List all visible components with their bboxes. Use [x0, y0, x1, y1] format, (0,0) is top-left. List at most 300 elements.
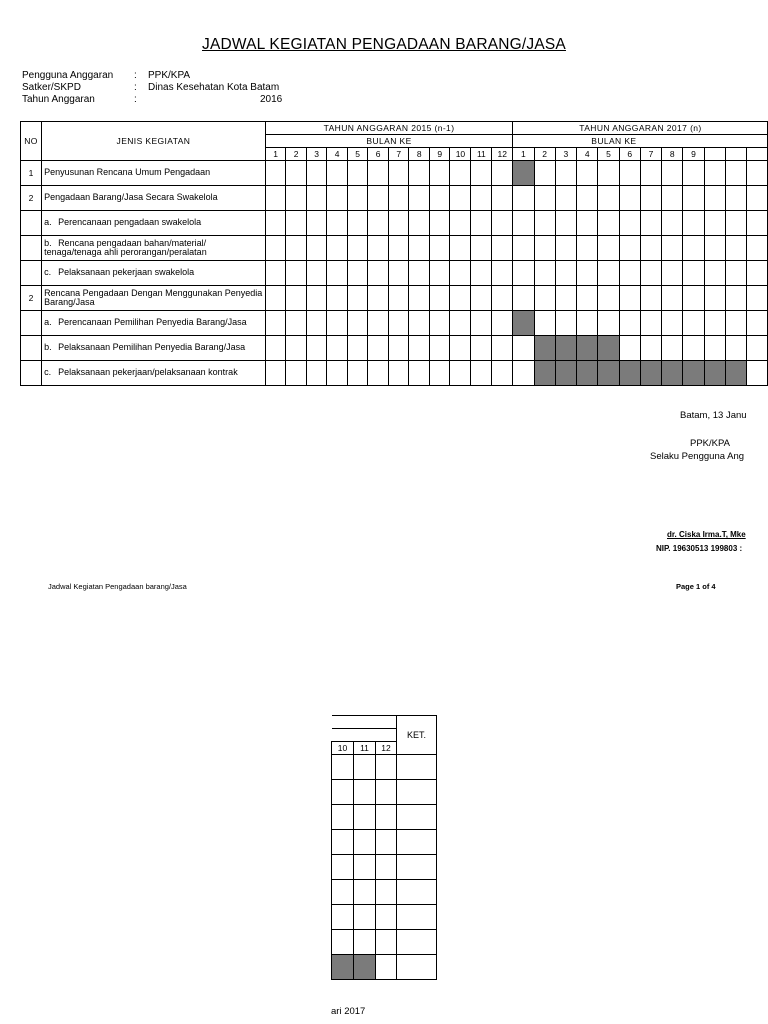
month-cell-2017 [354, 830, 376, 855]
month-cell-2015 [286, 211, 307, 236]
table-row [332, 880, 437, 905]
month-cell-2015 [347, 211, 368, 236]
month-cell-2017 [619, 186, 640, 211]
month-cell-2017 [534, 336, 555, 361]
month-cell-2017 [704, 286, 725, 311]
month-cell-2017 [640, 261, 661, 286]
month-cell-2017 [376, 855, 397, 880]
month-cell-2017 [746, 336, 767, 361]
month-cell-2017 [376, 955, 397, 980]
month-cell-2015 [347, 336, 368, 361]
month-cell-2015 [388, 211, 409, 236]
row-activity-text: Pelaksanaan pekerjaan/pelaksanaan kontrak [58, 367, 238, 378]
month-cell-2015 [265, 261, 286, 286]
row-activity-text: Pengadaan Barang/Jasa Secara Swakelola [44, 192, 218, 203]
month-number: 3 [555, 148, 576, 161]
month-cell-2015 [429, 236, 450, 261]
month-cell-2015 [347, 361, 368, 386]
row-number: 2 [21, 186, 42, 211]
month-number: 10 [450, 148, 471, 161]
month-cell-2015 [429, 286, 450, 311]
month-cell-2017 [704, 186, 725, 211]
month-cell-2017 [598, 311, 619, 336]
month-cell-2015 [347, 186, 368, 211]
month-cell-2017 [332, 780, 354, 805]
row-sub-label: a. [44, 317, 52, 328]
month-cell-2017 [376, 780, 397, 805]
header-bulan-ke: BULAN KE [513, 135, 768, 148]
month-cell-2017 [704, 311, 725, 336]
month-cell-2017 [746, 161, 767, 186]
month-cell-2015 [388, 311, 409, 336]
row-activity-text: Rencana Pengadaan Dengan Menggunakan Penyedia Barang/Jasa [44, 287, 263, 307]
month-number [704, 148, 725, 161]
month-cell-2017 [619, 261, 640, 286]
month-cell-2017 [555, 286, 576, 311]
table-row [332, 780, 437, 805]
month-cell-2017 [513, 361, 534, 386]
month-cell-2017 [332, 955, 354, 980]
row-number [21, 261, 42, 286]
month-cell-2017 [513, 286, 534, 311]
month-number: 9 [683, 148, 704, 161]
month-cell-2017 [683, 361, 704, 386]
month-cell-2017 [577, 186, 598, 211]
month-cell-2017 [598, 211, 619, 236]
month-cell-2015 [450, 336, 471, 361]
month-cell-2017 [534, 211, 555, 236]
month-cell-2017 [598, 186, 619, 211]
page2-date-fragment: ari 2017 [331, 1006, 366, 1017]
month-number: 2 [286, 148, 307, 161]
month-number: 12 [492, 148, 513, 161]
month-cell-2017 [725, 186, 746, 211]
signature-place-date: Batam, 13 Janu [680, 410, 747, 421]
signature-name: dr. Ciska Irma.T, Mke [667, 530, 746, 539]
row-number [21, 236, 42, 261]
table-row [332, 755, 437, 780]
month-cell-2015 [409, 186, 430, 211]
month-cell-2015 [388, 361, 409, 386]
info-label-satker: Satker/SKPD [22, 82, 81, 93]
month-number: 4 [327, 148, 348, 161]
info-block [22, 70, 292, 110]
month-cell-2017 [513, 311, 534, 336]
month-cell-2015 [471, 361, 492, 386]
month-cell-2015 [347, 311, 368, 336]
header-year-2017: TAHUN ANGGARAN 2017 (n) [513, 122, 768, 135]
table-row [21, 286, 768, 311]
month-cell-2015 [471, 211, 492, 236]
info-sep: : [134, 82, 137, 93]
month-cell-2015 [409, 161, 430, 186]
month-cell-2017 [376, 805, 397, 830]
month-cell-2017 [725, 311, 746, 336]
row-number [21, 211, 42, 236]
month-cell-2017 [683, 286, 704, 311]
row-number: 1 [21, 161, 42, 186]
month-cell-2015 [388, 286, 409, 311]
month-cell-2017 [725, 336, 746, 361]
month-cell-2015 [265, 286, 286, 311]
month-cell-2017 [332, 830, 354, 855]
row-activity [42, 336, 266, 361]
ket-cell [397, 755, 437, 780]
month-cell-2017 [704, 236, 725, 261]
month-cell-2015 [388, 236, 409, 261]
month-cell-2017 [376, 755, 397, 780]
table-row [21, 336, 768, 361]
month-cell-2015 [492, 286, 513, 311]
row-activity [42, 236, 266, 261]
month-cell-2015 [327, 236, 348, 261]
month-cell-2017 [376, 930, 397, 955]
header-no: NO [21, 122, 42, 161]
month-cell-2017 [704, 261, 725, 286]
month-cell-2015 [327, 286, 348, 311]
month-cell-2017 [662, 286, 683, 311]
month-cell-2017 [332, 855, 354, 880]
ket-cell [397, 780, 437, 805]
month-cell-2017 [354, 780, 376, 805]
row-activity-text: Penyusunan Rencana Umum Pengadaan [44, 167, 211, 178]
month-cell-2015 [306, 161, 327, 186]
signature-nip: NIP. 19630513 199803 : [656, 544, 743, 553]
month-cell-2015 [492, 186, 513, 211]
month-cell-2017 [704, 161, 725, 186]
month-cell-2017 [746, 186, 767, 211]
table-row [332, 955, 437, 980]
row-number [21, 311, 42, 336]
month-cell-2015 [286, 361, 307, 386]
month-cell-2015 [368, 311, 389, 336]
month-cell-2017 [513, 236, 534, 261]
month-number [725, 148, 746, 161]
month-cell-2017 [662, 161, 683, 186]
month-cell-2015 [368, 186, 389, 211]
month-cell-2015 [388, 261, 409, 286]
month-cell-2015 [471, 336, 492, 361]
row-activity [42, 261, 266, 286]
month-cell-2017 [354, 955, 376, 980]
month-cell-2017 [640, 186, 661, 211]
month-cell-2017 [577, 211, 598, 236]
row-sub-label: c. [44, 367, 52, 378]
month-cell-2017 [598, 286, 619, 311]
month-cell-2015 [327, 261, 348, 286]
month-cell-2015 [368, 261, 389, 286]
table-row [332, 830, 437, 855]
month-cell-2017 [683, 161, 704, 186]
row-activity-text: Perencanaan pengadaan swakelola [58, 217, 202, 228]
month-cell-2017 [555, 311, 576, 336]
month-cell-2015 [265, 211, 286, 236]
month-cell-2017 [683, 236, 704, 261]
month-cell-2017 [376, 905, 397, 930]
month-cell-2015 [327, 161, 348, 186]
month-cell-2015 [347, 161, 368, 186]
month-cell-2017 [683, 211, 704, 236]
row-number [21, 361, 42, 386]
month-cell-2017 [577, 311, 598, 336]
row-activity [42, 186, 266, 211]
month-cell-2015 [429, 211, 450, 236]
month-cell-2015 [368, 361, 389, 386]
row-activity-text: Perencanaan Pemilihan Penyedia Barang/Jasa [58, 317, 247, 328]
month-cell-2017 [683, 186, 704, 211]
month-cell-2017 [354, 880, 376, 905]
ket-cell [397, 905, 437, 930]
month-cell-2015 [388, 336, 409, 361]
month-number: 12 [376, 742, 397, 755]
month-cell-2017 [619, 311, 640, 336]
month-cell-2015 [286, 161, 307, 186]
month-cell-2015 [429, 261, 450, 286]
month-cell-2017 [683, 261, 704, 286]
month-cell-2017 [725, 361, 746, 386]
p2-header-bulan [332, 729, 397, 742]
month-cell-2015 [306, 186, 327, 211]
month-cell-2015 [450, 161, 471, 186]
month-cell-2015 [450, 311, 471, 336]
month-cell-2017 [577, 261, 598, 286]
month-cell-2015 [286, 236, 307, 261]
month-cell-2017 [332, 880, 354, 905]
ket-cell [397, 855, 437, 880]
month-number: 11 [354, 742, 376, 755]
info-sep: : [134, 94, 137, 105]
month-cell-2017 [577, 161, 598, 186]
signature-role: PPK/KPA [690, 438, 730, 449]
month-cell-2017 [534, 186, 555, 211]
month-cell-2015 [327, 311, 348, 336]
month-cell-2017 [619, 161, 640, 186]
month-cell-2015 [471, 311, 492, 336]
month-cell-2017 [555, 261, 576, 286]
month-cell-2017 [725, 211, 746, 236]
month-cell-2015 [265, 236, 286, 261]
schedule-table-wrapper [20, 121, 768, 401]
month-cell-2015 [286, 286, 307, 311]
month-cell-2017 [683, 311, 704, 336]
month-cell-2017 [640, 336, 661, 361]
month-cell-2015 [492, 211, 513, 236]
month-cell-2015 [347, 236, 368, 261]
month-cell-2017 [598, 261, 619, 286]
month-cell-2017 [704, 336, 725, 361]
month-cell-2015 [429, 361, 450, 386]
month-cell-2017 [555, 161, 576, 186]
month-number: 10 [332, 742, 354, 755]
month-cell-2015 [471, 186, 492, 211]
month-cell-2015 [265, 311, 286, 336]
month-cell-2015 [306, 211, 327, 236]
month-cell-2017 [598, 336, 619, 361]
month-cell-2017 [534, 161, 555, 186]
info-value-pengguna: PPK/KPA [148, 70, 191, 81]
page2-table-wrapper [331, 715, 437, 995]
month-cell-2017 [513, 211, 534, 236]
schedule-table [20, 121, 768, 386]
row-activity [42, 161, 266, 186]
header-ket: KET. [397, 716, 437, 755]
month-cell-2017 [640, 286, 661, 311]
month-cell-2017 [354, 755, 376, 780]
month-cell-2017 [354, 930, 376, 955]
info-label-pengguna: Pengguna Anggaran [22, 70, 114, 81]
month-cell-2017 [640, 311, 661, 336]
row-activity-text: Rencana pengadaan bahan/material/ tenaga/tenaga ahli perorangan/peralatan [44, 237, 207, 257]
page2-table [331, 715, 437, 980]
month-cell-2017 [354, 805, 376, 830]
month-cell-2017 [662, 361, 683, 386]
month-cell-2015 [450, 261, 471, 286]
month-cell-2015 [450, 286, 471, 311]
month-number: 5 [598, 148, 619, 161]
month-cell-2017 [354, 855, 376, 880]
month-cell-2015 [388, 161, 409, 186]
month-cell-2017 [534, 236, 555, 261]
month-number: 5 [347, 148, 368, 161]
month-cell-2015 [347, 286, 368, 311]
month-cell-2017 [513, 161, 534, 186]
month-cell-2017 [662, 186, 683, 211]
page-title: JADWAL KEGIATAN PENGADAAN BARANG/JASA [202, 36, 566, 53]
month-cell-2017 [662, 336, 683, 361]
row-activity [42, 211, 266, 236]
month-cell-2017 [640, 361, 661, 386]
month-cell-2017 [513, 186, 534, 211]
month-number: 2 [534, 148, 555, 161]
month-cell-2015 [429, 161, 450, 186]
month-cell-2017 [746, 311, 767, 336]
row-activity [42, 311, 266, 336]
month-cell-2017 [619, 211, 640, 236]
row-activity [42, 286, 266, 311]
month-number [746, 148, 767, 161]
month-cell-2017 [746, 361, 767, 386]
month-cell-2017 [577, 236, 598, 261]
month-cell-2015 [492, 261, 513, 286]
row-sub-label: c. [44, 267, 52, 278]
row-sub-label: a. [44, 217, 52, 228]
month-cell-2017 [513, 261, 534, 286]
row-sub-label: b. [44, 237, 52, 248]
row-activity-text: Pelaksanaan Pemilihan Penyedia Barang/Jasa [58, 342, 246, 353]
info-sep: : [134, 70, 137, 81]
month-cell-2017 [332, 805, 354, 830]
row-activity-text: Pelaksanaan pekerjaan swakelola [58, 267, 195, 278]
month-cell-2017 [555, 336, 576, 361]
month-cell-2015 [492, 236, 513, 261]
row-sub-label: b. [44, 342, 52, 353]
month-cell-2017 [640, 211, 661, 236]
month-cell-2015 [265, 161, 286, 186]
month-cell-2015 [409, 336, 430, 361]
month-number: 6 [368, 148, 389, 161]
month-cell-2017 [376, 830, 397, 855]
month-cell-2017 [354, 905, 376, 930]
month-cell-2017 [619, 336, 640, 361]
month-cell-2017 [662, 261, 683, 286]
month-number: 7 [640, 148, 661, 161]
table-row [21, 311, 768, 336]
month-number: 11 [471, 148, 492, 161]
month-cell-2015 [306, 361, 327, 386]
month-cell-2015 [388, 186, 409, 211]
month-cell-2015 [450, 186, 471, 211]
month-cell-2015 [368, 211, 389, 236]
month-cell-2017 [555, 236, 576, 261]
month-cell-2017 [725, 236, 746, 261]
month-cell-2017 [376, 880, 397, 905]
month-number: 1 [513, 148, 534, 161]
month-cell-2017 [534, 361, 555, 386]
month-cell-2015 [327, 186, 348, 211]
table-row [332, 805, 437, 830]
month-number: 6 [619, 148, 640, 161]
month-cell-2015 [306, 261, 327, 286]
month-cell-2017 [662, 311, 683, 336]
month-cell-2017 [640, 161, 661, 186]
month-cell-2017 [598, 161, 619, 186]
month-cell-2017 [598, 361, 619, 386]
info-value-tahun: 2016 [260, 94, 283, 105]
month-cell-2015 [471, 286, 492, 311]
month-cell-2017 [683, 336, 704, 361]
month-number: 8 [409, 148, 430, 161]
month-cell-2017 [640, 236, 661, 261]
table-row [21, 261, 768, 286]
table-row [332, 905, 437, 930]
table-row [21, 236, 768, 261]
month-cell-2017 [746, 211, 767, 236]
month-cell-2017 [555, 211, 576, 236]
month-cell-2015 [409, 236, 430, 261]
table-row [21, 211, 768, 236]
p2-header-year [332, 716, 397, 729]
table-row [21, 186, 768, 211]
month-cell-2017 [704, 361, 725, 386]
month-cell-2015 [327, 336, 348, 361]
ket-cell [397, 880, 437, 905]
month-cell-2017 [513, 336, 534, 361]
month-cell-2017 [534, 261, 555, 286]
month-cell-2015 [286, 186, 307, 211]
month-cell-2015 [306, 286, 327, 311]
month-cell-2015 [368, 236, 389, 261]
table-row [332, 855, 437, 880]
month-number: 9 [429, 148, 450, 161]
month-cell-2015 [471, 236, 492, 261]
month-cell-2017 [619, 236, 640, 261]
month-cell-2017 [332, 755, 354, 780]
month-cell-2015 [492, 311, 513, 336]
month-number: 7 [388, 148, 409, 161]
month-number: 3 [306, 148, 327, 161]
month-cell-2017 [534, 311, 555, 336]
table-row [21, 161, 768, 186]
month-cell-2015 [286, 311, 307, 336]
month-cell-2015 [368, 336, 389, 361]
month-cell-2015 [492, 336, 513, 361]
month-cell-2015 [450, 211, 471, 236]
month-cell-2015 [429, 311, 450, 336]
month-cell-2015 [471, 161, 492, 186]
month-cell-2015 [368, 161, 389, 186]
month-cell-2017 [725, 286, 746, 311]
row-activity [42, 361, 266, 386]
